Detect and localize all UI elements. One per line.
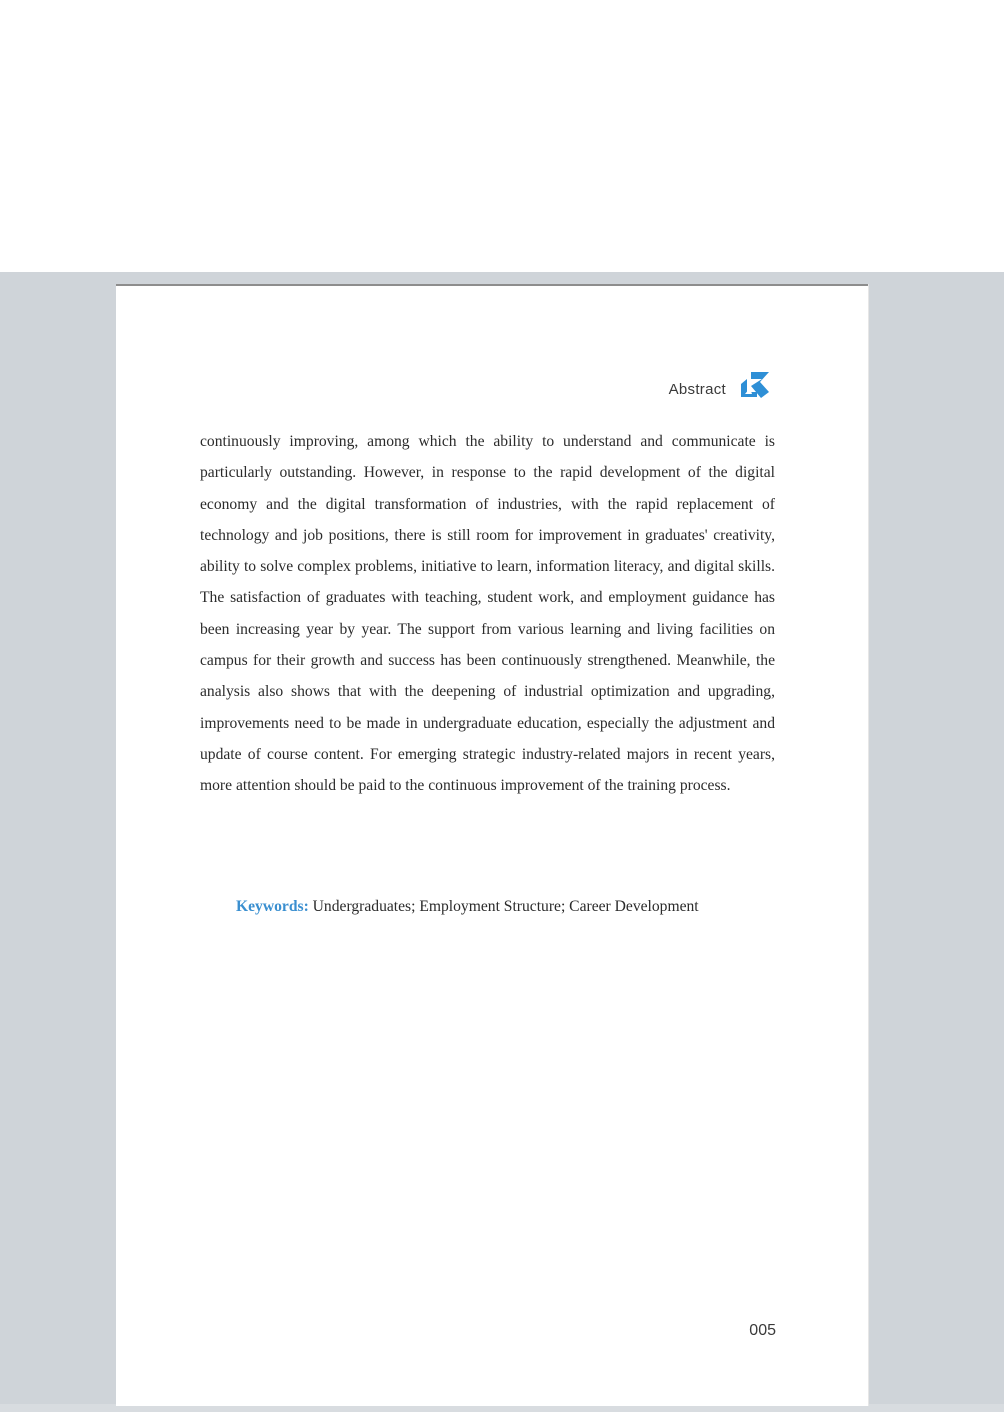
- section-title: Abstract: [668, 380, 726, 398]
- keywords-text: Undergraduates; Employment Structure; Career Development: [312, 898, 699, 915]
- keywords-line: [236, 898, 776, 916]
- page-number: 005: [749, 1322, 776, 1339]
- document-page: [116, 284, 868, 1406]
- abstract-paragraph: continuously improving, among which the ability to understand and communicate is particularly outstanding. However, in response to the rapid development of the digital economy and the digital transformation of industries, with the rapid replacement of technology and job positions, there is still room for improvement in graduates' creativity, ability to solve complex problems, initiative to learn, information literacy, and digital skills. The satisfaction of graduates with teaching, student work, and employment guidance has been increasing year by year. The support from various learning and living facilities on campus for their growth and success has been continuously strengthened. Meanwhile, the analysis also shows that with the deepening of industrial optimization and upgrading, improvements need to be made in undergraduate education, especially the adjustment and update of course content. For emerging strategic industry-related majors in recent years, more attention should be paid to the continuous improvement of the training process.: [200, 433, 775, 795]
- corner-arrow-icon: [738, 370, 774, 400]
- page-header: [669, 370, 774, 400]
- keywords-label: Keywords:: [236, 898, 309, 915]
